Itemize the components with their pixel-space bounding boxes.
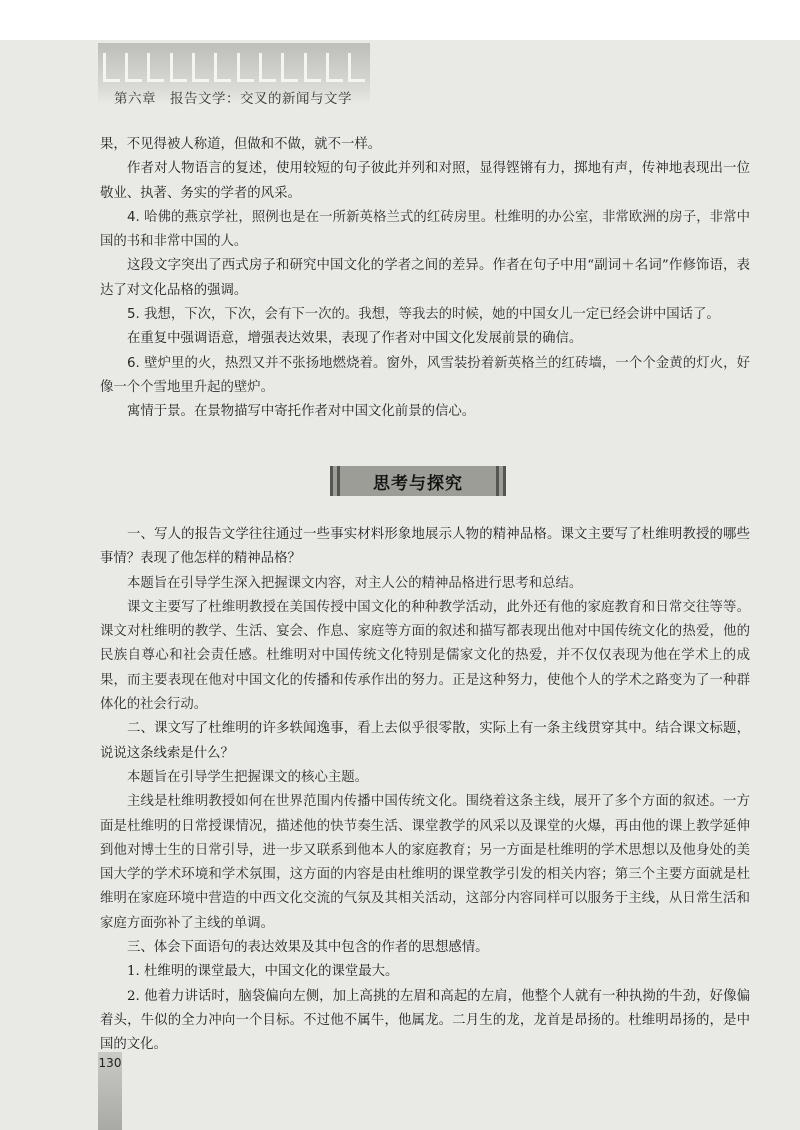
section-think-explore: [100, 523, 750, 1058]
quoted-sentence: 5. 我想，下次，下次，会有下一次的。我想，等我去的时候，她的中国女儿一定已经会讲中国话了。: [127, 307, 720, 323]
question: 二、课文写了杜维明的许多轶闻逸事，看上去似乎很零散，实际上有一条主线贯穿其中。结合课文标题，说说这条线索是什么？: [100, 721, 750, 761]
section-banner-title: 思考与探究: [373, 473, 463, 494]
question: 一、写人的报告文学往往通过一些事实材料形象地展示人物的精神品格。课文主要写了杜维明教授的哪些事情？表现了他怎样的精神品格？: [100, 527, 750, 567]
answer-text: 课文主要写了杜维明教授在美国传授中国文化的种种教学活动，此外还有他的家庭教育和日常交往等等。课文对杜维明的教学、生活、宴会、作息、家庭等方面的叙述和描写都表现出他对中国传统文化的热爱，他的民族自尊心和社会责任感。杜维明对中国传统文化特别是儒家文化的热爱，并不仅仅表现为他在学术上的成果，而主要表现在他对中国文化的传播和传承作出的努力。正是这种努力，使他个人的学术之路变为了一种群体化的社会行动。: [100, 599, 750, 713]
quoted-sentence: 6. 壁炉里的火，热烈又并不张扬地燃烧着。窗外，风雪装扮着新英格兰的红砖墙，一个个金黄的灯火，好像一个个雪地里升起的壁炉。: [100, 355, 750, 395]
quoted-sentence: 4. 哈佛的燕京学社，照例也是在一所新英格兰式的红砖房里。杜维明的办公室，非常欧洲的房子，非常中国的书和非常中国的人。: [100, 209, 750, 250]
header-pattern: [100, 46, 368, 82]
example-sentence: 1. 杜维明的课堂最大，中国文化的课堂最大。: [127, 964, 399, 980]
paragraph: 果，不见得被人称道，但做和不做，就不一样。: [100, 137, 382, 152]
paragraph: 作者对人物语言的复述，使用较短的句子彼此并列和对照，显得铿锵有力，掷地有声，传神地表现出一位敬业、执著、务实的学者的风采。: [100, 161, 750, 201]
chapter-title: 第六章 报告文学：交叉的新闻与文学: [114, 91, 352, 107]
answer-text: 主线是杜维明教授如何在世界范围内传播中国传统文化。围绕着这条主线，展开了多个方面的叙述。一方面是杜维明的日常授课情况，描述他的快节奏生活、课堂教学的风采以及课堂的火爆，再由他的课上教学延伸到他对博士生的日常引导，进一步又联系到他本人的家庭教育；另一方面是杜维明的学术思想以及他身处的美国大学的学术环境和学术氛围，这方面的内容是由杜维明的课堂教学引发的相关内容；第三个主要方面就是杜维明在家庭环境中营造的中西文化交流的气氛及其相关活动，这部分内容同样可以服务于主线，从日常生活和家庭方面弥补了主线的单调。: [100, 794, 750, 931]
answer-aim: 本题旨在引导学生深入把握课文内容，对主人公的精神品格进行思考和总结。: [127, 575, 583, 591]
example-sentence: 2. 他着力讲话时，脑袋偏向左侧，加上高挑的左眉和高起的左肩，他整个人就有一种执拗的牛劲，好像偏着头，牛似的全力冲向一个目标。不过他不属牛，他属龙。二月生的龙，龙首是昂扬的。杜维明昂扬的，是中国的文化。: [100, 988, 750, 1053]
answer-aim: 本题旨在引导学生把握课文的核心主题。: [127, 769, 369, 785]
question: 三、体会下面语句的表达效果及其中包含的作者的思想感情。: [127, 940, 489, 956]
paragraph: 寓情于景。在景物描写中寄托作者对中国文化前景的信心。: [127, 404, 476, 420]
section-answers: [100, 133, 750, 425]
paragraph: 这段文字突出了西式房子和研究中国文化的学者之间的差异。作者在句子中用“副词＋名词”作修饰语，表达了对文化品格的强调。: [100, 258, 750, 298]
paragraph: 在重复中强调语意，增强表达效果，表现了作者对中国文化发展前景的确信。: [127, 331, 583, 347]
section-banner: [330, 466, 506, 496]
page-number: 130: [98, 1056, 122, 1070]
